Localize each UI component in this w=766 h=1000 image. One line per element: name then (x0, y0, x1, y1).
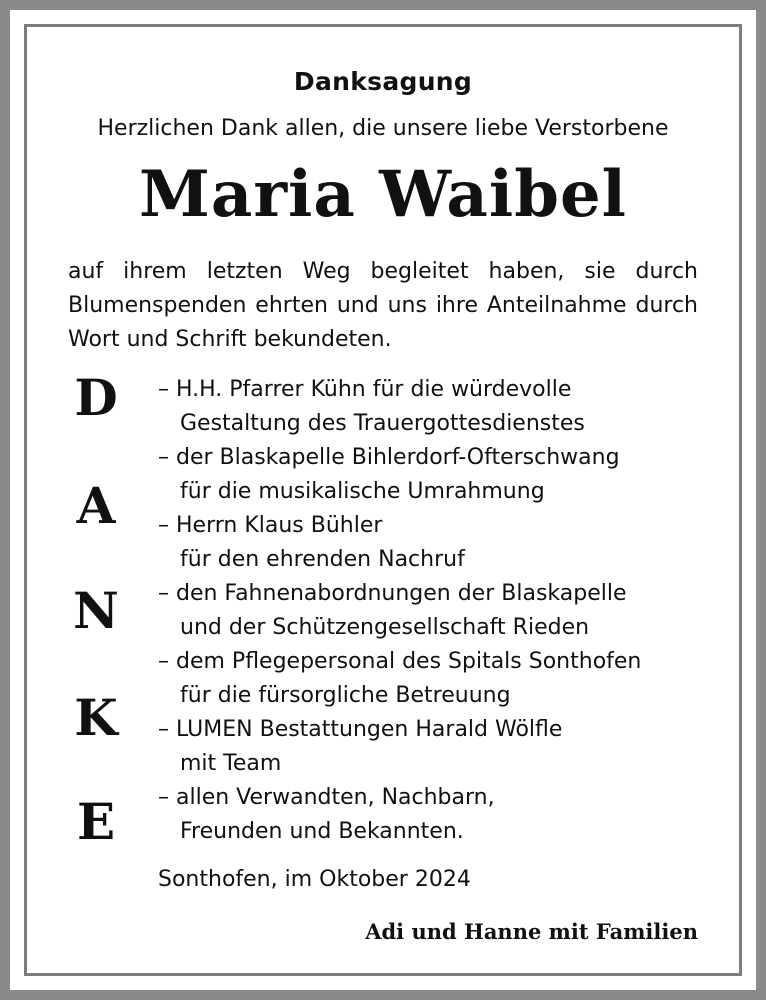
list-item-line: für die musikalische Umrahmung (180, 479, 545, 504)
list-item-line: für den ehrenden Nachruf (180, 547, 465, 572)
danke-letter-e: E (76, 792, 116, 851)
list-item (158, 441, 728, 509)
danke-letter-a: A (76, 476, 116, 535)
list-item-line: – LUMEN Bestattungen Harald Wölfle (158, 713, 728, 747)
thanks-list (158, 373, 728, 849)
list-item-line: – den Fahnenabordnungen der Blaskapelle (158, 577, 728, 611)
list-item (158, 577, 728, 645)
list-item-line: – H.H. Pfarrer Kühn für die würdevolle (158, 373, 728, 407)
danke-letter-n: N (73, 581, 119, 640)
intro-line: Herzlichen Dank allen, die unsere liebe Verstorbene (97, 116, 669, 141)
list-item-line: mit Team (180, 751, 282, 776)
list-item-line: – allen Verwandten, Nachbarn, (158, 781, 728, 815)
list-item-line: – der Blaskapelle Bihlerdorf-Ofterschwang (158, 441, 728, 475)
obituary-notice (10, 10, 756, 990)
list-item-line: – Herrn Klaus Bühler (158, 509, 728, 543)
list-item (158, 645, 728, 713)
danke-letter-k: K (74, 688, 118, 747)
list-item (158, 713, 728, 781)
deceased-name: Maria Waibel (139, 157, 627, 232)
list-item (158, 373, 728, 441)
notice-heading: Danksagung (293, 67, 473, 96)
list-item-line: Gestaltung des Trauergottesdienstes (180, 411, 585, 436)
danke-letter-d: D (74, 368, 118, 427)
list-item-line: Freunden und Bekannten. (180, 819, 464, 844)
list-item (158, 781, 728, 849)
signature-line: Adi und Hanne mit Familien (365, 919, 698, 944)
list-item-line: – dem Pflegepersonal des Spitals Sonthofen (158, 645, 728, 679)
list-item (158, 509, 728, 577)
place-and-date: Sonthofen, im Oktober 2024 (158, 867, 471, 892)
list-item-line: und der Schützengesellschaft Rieden (180, 615, 590, 640)
list-item-line: für die fürsorgliche Betreuung (180, 683, 511, 708)
thanks-body-text: auf ihrem letzten Weg begleitet haben, sie durch Blumenspenden ehrten und uns ihre Anteilnahme durch Wort und Schrift bekundeten. (68, 259, 698, 352)
